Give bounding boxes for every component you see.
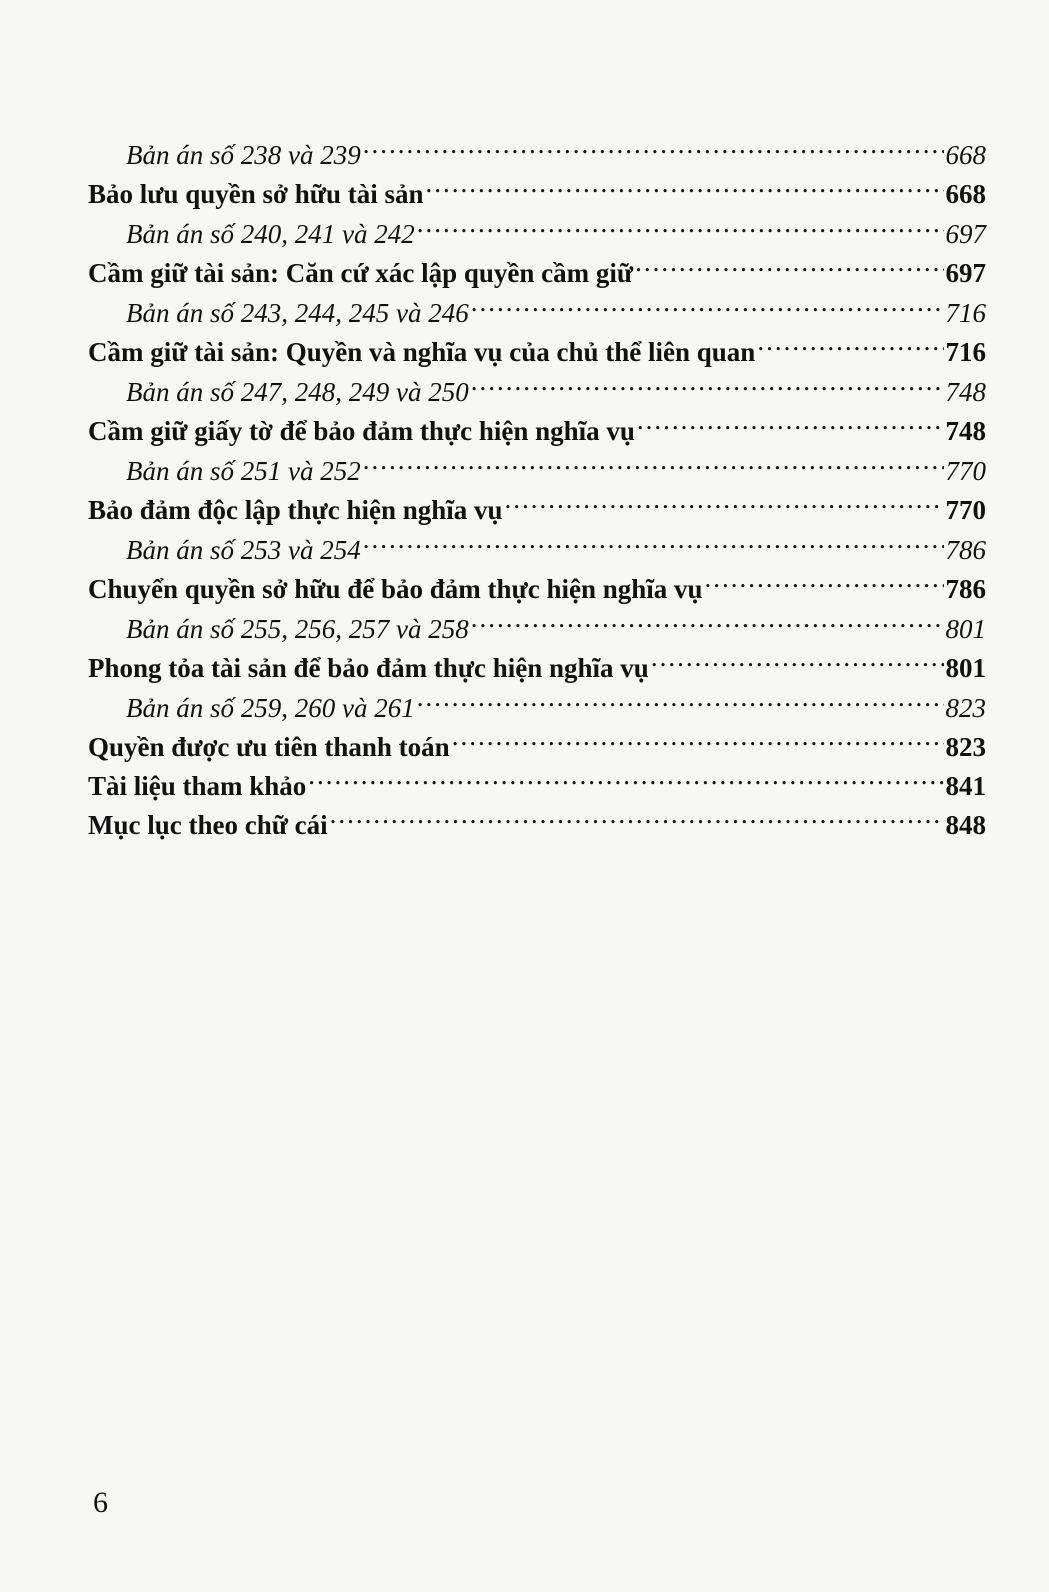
toc-entry-page-number: 823	[945, 732, 986, 762]
dot-leader	[425, 164, 943, 203]
toc-entry-label: Cầm giữ giấy tờ để bảo đảm thực hiện nghĩa vụ	[88, 416, 635, 446]
toc-case-entry	[88, 361, 986, 407]
toc-entry-label: Tài liệu tham khảo	[88, 771, 307, 801]
toc-heading-entry	[88, 756, 986, 801]
dot-leader	[330, 795, 944, 834]
toc-entry-page-number: 770	[945, 495, 986, 525]
dot-leader	[471, 282, 944, 322]
toc-entry-label: Bảo đảm độc lập thực hiện nghĩa vụ	[88, 495, 503, 525]
table-of-contents	[88, 124, 986, 840]
toc-heading-entry	[88, 243, 986, 288]
toc-heading-entry	[88, 401, 986, 446]
toc-case-entry	[88, 440, 986, 486]
toc-heading-entry	[88, 638, 986, 683]
toc-entry-label: Bản án số 255, 256, 257 và 258	[126, 614, 469, 644]
toc-entry-label: Phong tỏa tài sản để bảo đảm thực hiện nghĩa vụ	[88, 653, 649, 683]
toc-case-entry	[88, 677, 986, 723]
dot-leader	[363, 519, 944, 559]
toc-entry-page-number: 841	[945, 771, 986, 801]
toc-heading-entry	[88, 322, 986, 367]
toc-case-entry	[88, 598, 986, 644]
toc-case-entry	[88, 203, 986, 249]
dot-leader	[417, 203, 944, 243]
toc-entry-page-number: 697	[945, 219, 986, 249]
toc-entry-page-number: 786	[945, 574, 986, 604]
toc-heading-entry	[88, 795, 986, 840]
toc-entry-label: Quyền được ưu tiên thanh toán	[88, 732, 450, 762]
toc-entry-page-number: 748	[945, 377, 986, 407]
toc-entry-label: Bản án số 238 và 239	[126, 140, 361, 170]
toc-entry-label: Cầm giữ tài sản: Quyền và nghĩa vụ của chủ thể liên quan	[88, 337, 756, 367]
dot-leader	[417, 677, 944, 717]
page-number: 6	[93, 1486, 108, 1519]
toc-heading-entry	[88, 717, 986, 762]
dot-leader	[471, 361, 944, 401]
toc-entry-label: Bản án số 259, 260 và 261	[126, 693, 415, 723]
dot-leader	[363, 440, 944, 480]
dot-leader	[505, 480, 944, 519]
toc-entry-page-number: 801	[945, 653, 986, 683]
toc-entry-label: Bản án số 251 và 252	[126, 456, 361, 486]
toc-case-entry	[88, 519, 986, 565]
toc-entry-page-number: 748	[945, 416, 986, 446]
toc-entry-label: Bảo lưu quyền sở hữu tài sản	[88, 179, 424, 209]
toc-heading-entry	[88, 164, 986, 209]
toc-entry-label: Bản án số 240, 241 và 242	[126, 219, 415, 249]
toc-entry-page-number: 697	[945, 258, 986, 288]
toc-entry-label: Cầm giữ tài sản: Căn cứ xác lập quyền cầm giữ	[88, 258, 634, 288]
toc-entry-page-number: 801	[945, 614, 986, 644]
dot-leader	[651, 638, 944, 677]
toc-heading-entry	[88, 559, 986, 604]
toc-case-entry	[88, 124, 986, 170]
toc-entry-label: Bản án số 253 và 254	[126, 535, 361, 565]
toc-entry-page-number: 770	[945, 456, 986, 486]
toc-entry-page-number: 716	[945, 298, 986, 328]
toc-heading-entry	[88, 480, 986, 525]
dot-leader	[705, 559, 944, 598]
toc-entry-page-number: 668	[945, 179, 986, 209]
dot-leader	[637, 401, 944, 440]
toc-entry-label: Chuyển quyền sở hữu để bảo đảm thực hiện nghĩa vụ	[88, 574, 703, 604]
toc-entry-page-number: 786	[945, 535, 986, 565]
dot-leader	[471, 598, 944, 638]
dot-leader	[452, 717, 944, 756]
toc-entry-label: Bản án số 247, 248, 249 và 250	[126, 377, 469, 407]
dot-leader	[363, 124, 944, 164]
toc-entry-page-number: 668	[945, 140, 986, 170]
toc-entry-page-number: 823	[945, 693, 986, 723]
toc-entry-page-number: 848	[945, 810, 986, 840]
toc-entry-label: Mục lục theo chữ cái	[88, 810, 328, 840]
toc-case-entry	[88, 282, 986, 328]
toc-entry-page-number: 716	[945, 337, 986, 367]
dot-leader	[757, 322, 943, 361]
toc-entry-label: Bản án số 243, 244, 245 và 246	[126, 298, 469, 328]
dot-leader	[635, 243, 943, 282]
dot-leader	[308, 756, 943, 795]
